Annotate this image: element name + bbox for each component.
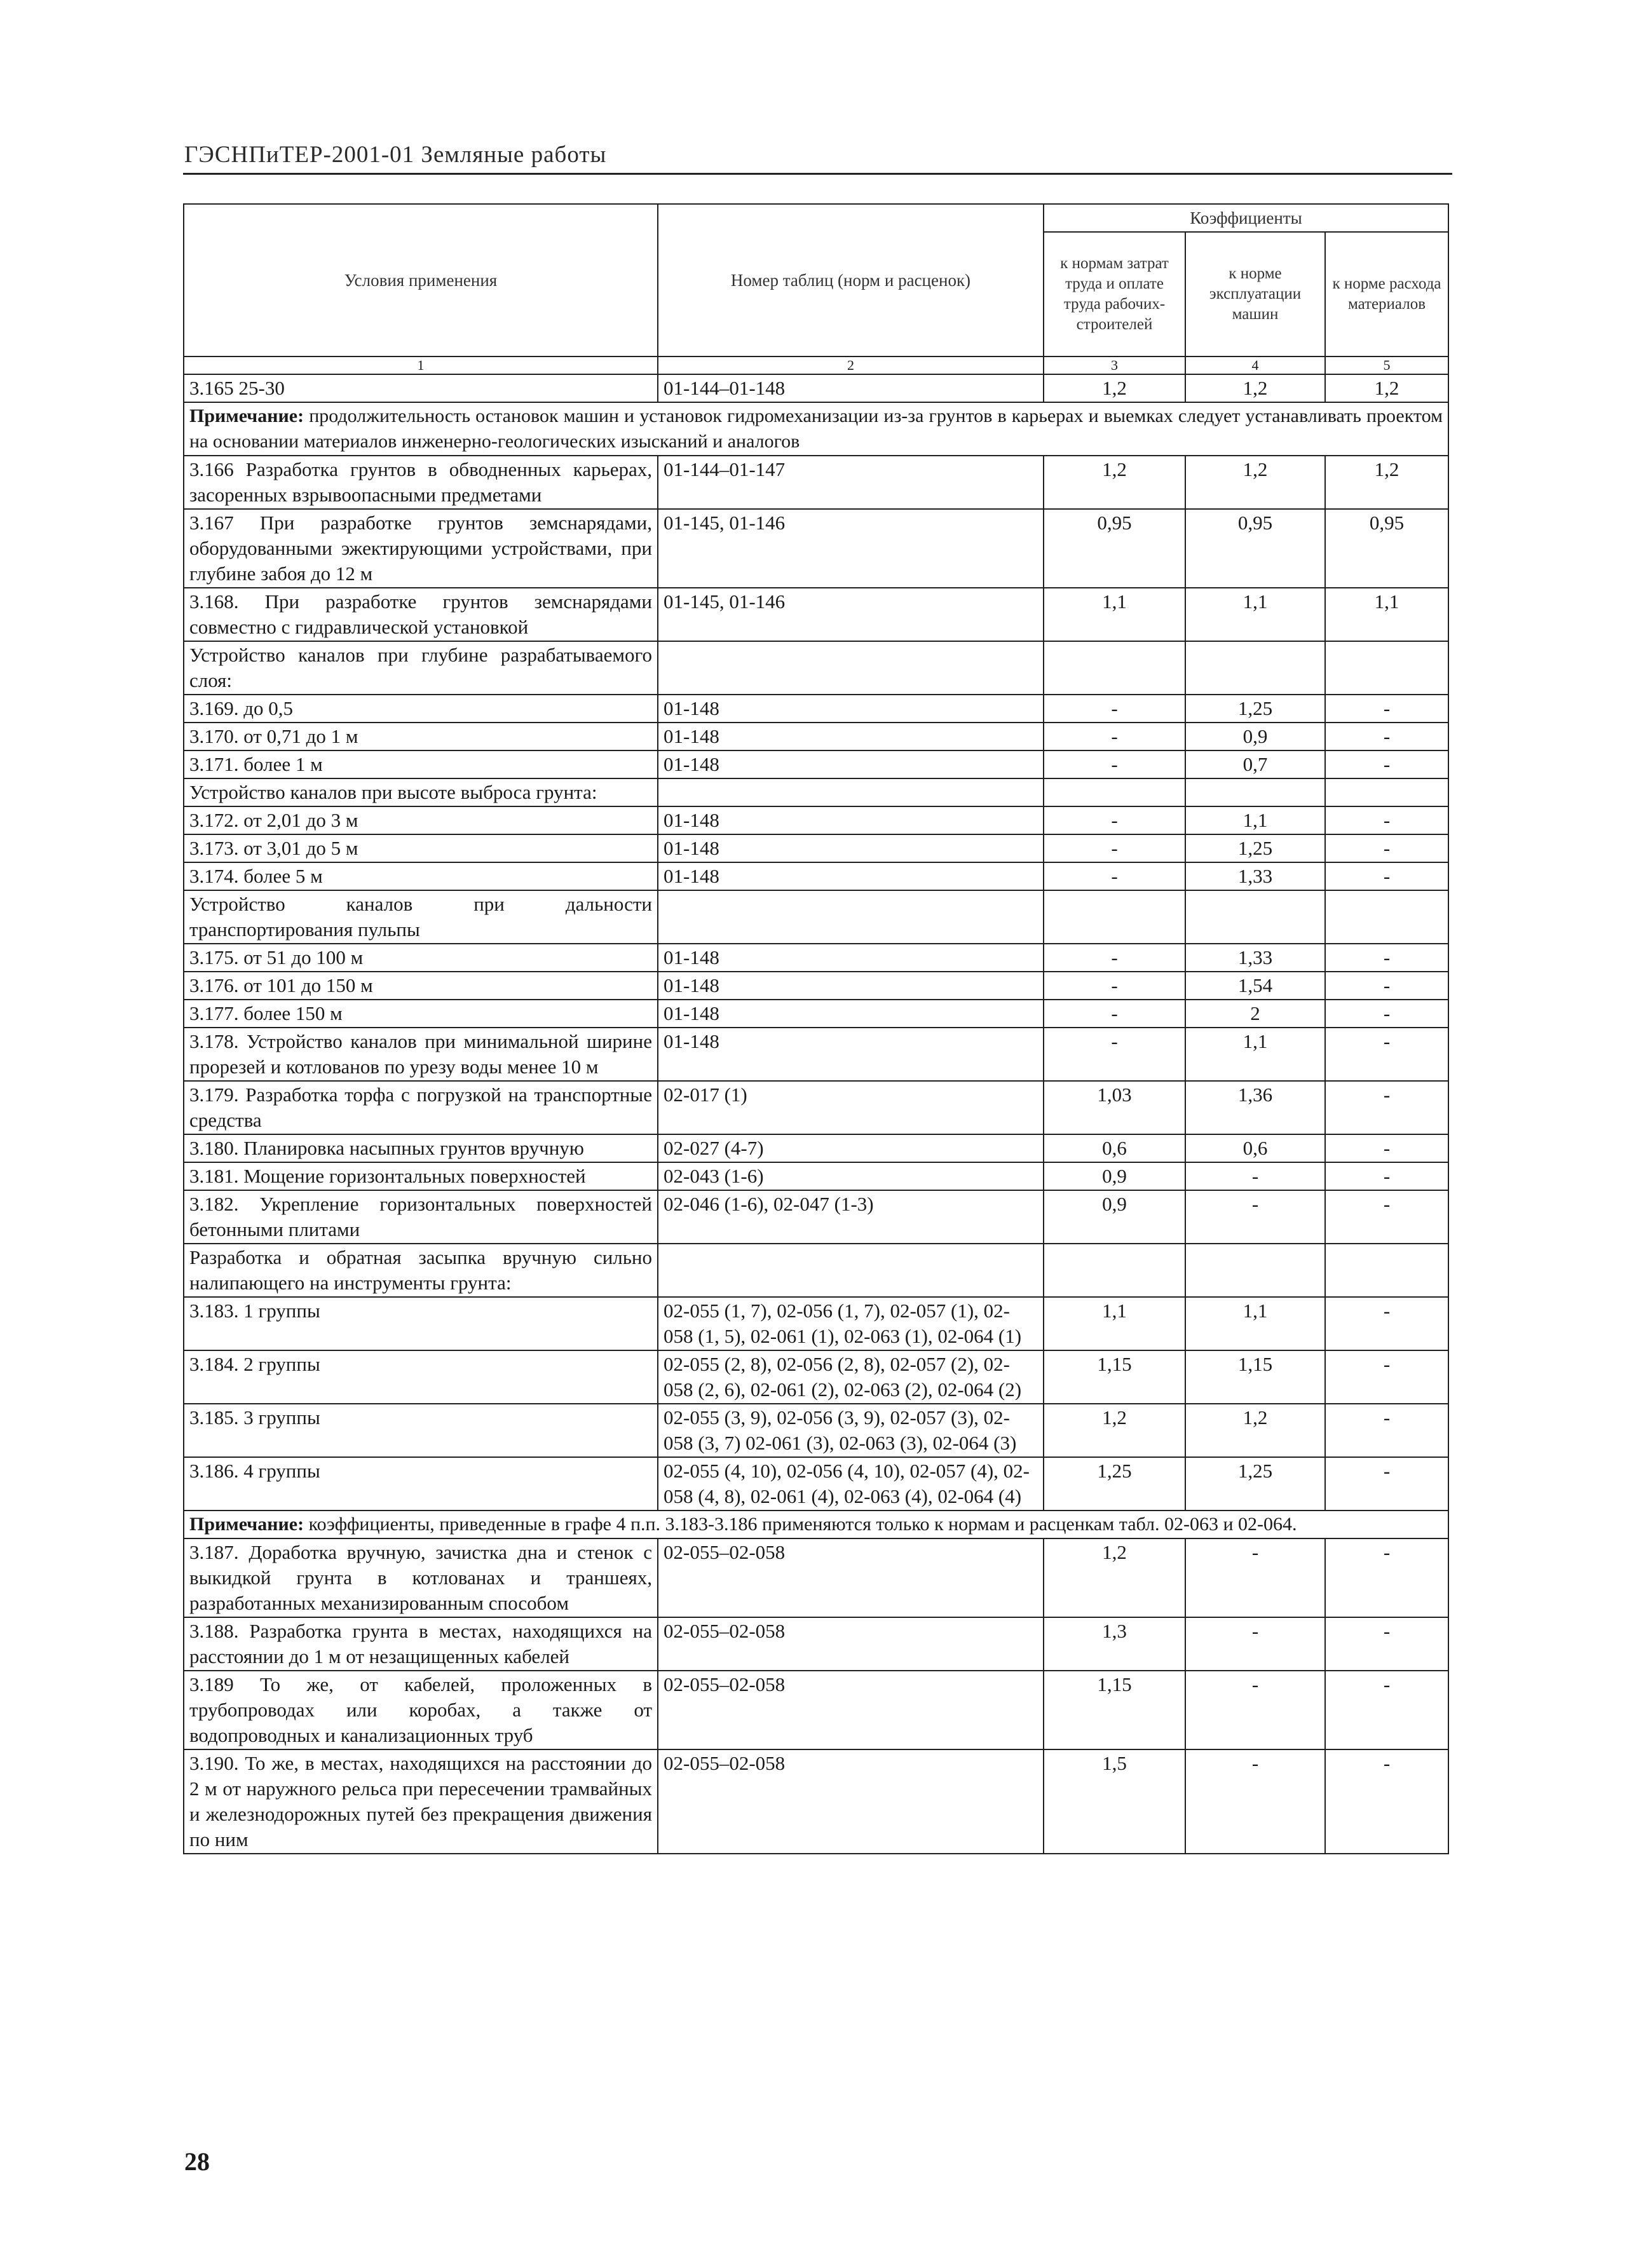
- table-number-cell: 02-055 (1, 7), 02-056 (1, 7), 02-057 (1), 02-058 (1, 5), 02-061 (1), 02-063 (1), 02-064 (1): [658, 1297, 1044, 1350]
- coef-machines-cell: -: [1185, 1190, 1325, 1244]
- coef-machines-cell: -: [1185, 1617, 1325, 1671]
- coef-labor-cell: 1,1: [1044, 588, 1185, 641]
- coef-machines-cell: 1,2: [1185, 374, 1325, 402]
- coef-materials-cell: -: [1325, 806, 1448, 834]
- header-coefficients: Коэффициенты: [1044, 204, 1448, 232]
- coef-machines-cell: 1,1: [1185, 588, 1325, 641]
- coef-machines-cell: -: [1185, 1162, 1325, 1190]
- coef-materials-cell: 1,2: [1325, 456, 1448, 509]
- table-number-cell: 01-148: [658, 1000, 1044, 1028]
- coef-labor-cell: 1,1: [1044, 1297, 1185, 1350]
- table-row: [184, 834, 1448, 862]
- table-row: [184, 806, 1448, 834]
- coef-labor-cell: -: [1044, 834, 1185, 862]
- table-row: [184, 1749, 1448, 1854]
- table-number-cell: 02-046 (1-6), 02-047 (1-3): [658, 1190, 1044, 1244]
- coef-labor-cell: 1,15: [1044, 1350, 1185, 1404]
- coef-machines-cell: 0,9: [1185, 723, 1325, 750]
- coef-materials-cell: -: [1325, 1081, 1448, 1134]
- coef-materials-cell: -: [1325, 1749, 1448, 1854]
- table-row: [184, 1297, 1448, 1350]
- col-number: 5: [1325, 356, 1448, 374]
- coef-materials-cell: -: [1325, 1457, 1448, 1511]
- table-number-cell: 02-055 (4, 10), 02-056 (4, 10), 02-057 (4), 02-058 (4, 8), 02-061 (4), 02-063 (4), 02-064 (4): [658, 1457, 1044, 1511]
- condition-cell: 3.165 25-30: [184, 374, 658, 402]
- coefficients-table: [183, 203, 1449, 1854]
- table-number-cell: 01-148: [658, 750, 1044, 778]
- table-row: [184, 890, 1448, 944]
- coef-labor-cell: -: [1044, 944, 1185, 972]
- coef-materials-cell: -: [1325, 972, 1448, 1000]
- table-header-row: [184, 204, 1448, 232]
- coef-machines-cell: 1,25: [1185, 834, 1325, 862]
- coef-materials-cell: -: [1325, 1028, 1448, 1081]
- note-text: продолжительность остановок машин и установок гидромеханизации из-за грунтов в карьерах и выемках следует устанавливать проектом на основании материалов инженерно-геологических изысканий и аналогов: [189, 405, 1443, 452]
- header-materials: к норме расхода материалов: [1325, 232, 1448, 356]
- note-cell: [184, 402, 1448, 456]
- table-row: [184, 1162, 1448, 1190]
- condition-cell: 3.178. Устройство каналов при минимальной ширине прорезей и котлованов по урезу воды менее 10 м: [184, 1028, 658, 1081]
- table-number-cell: 01-148: [658, 806, 1044, 834]
- coef-labor-cell: 0,9: [1044, 1162, 1185, 1190]
- table-number-cell: 02-055 (2, 8), 02-056 (2, 8), 02-057 (2), 02-058 (2, 6), 02-061 (2), 02-063 (2), 02-064 (2): [658, 1350, 1044, 1404]
- condition-cell: 3.181. Мощение горизонтальных поверхностей: [184, 1162, 658, 1190]
- coef-machines-cell: 1,2: [1185, 456, 1325, 509]
- coef-machines-cell: 1,33: [1185, 862, 1325, 890]
- condition-cell: 3.177. более 150 м: [184, 1000, 658, 1028]
- page-header-title: ГЭСНПиТЕР-2001-01 Земляные работы: [184, 142, 607, 168]
- coef-materials-cell: 1,2: [1325, 374, 1448, 402]
- coef-labor-cell: [1044, 890, 1185, 944]
- condition-cell: 3.174. более 5 м: [184, 862, 658, 890]
- coef-labor-cell: -: [1044, 972, 1185, 1000]
- table-row: [184, 972, 1448, 1000]
- table-number-cell: 01-148: [658, 834, 1044, 862]
- coef-machines-cell: 1,1: [1185, 1297, 1325, 1350]
- col-number: 4: [1185, 356, 1325, 374]
- coef-labor-cell: 1,3: [1044, 1617, 1185, 1671]
- coef-materials-cell: -: [1325, 1671, 1448, 1749]
- table-number-cell: 02-043 (1-6): [658, 1162, 1044, 1190]
- coef-labor-cell: -: [1044, 723, 1185, 750]
- coef-labor-cell: 0,6: [1044, 1134, 1185, 1162]
- condition-cell: 3.184. 2 группы: [184, 1350, 658, 1404]
- coef-labor-cell: -: [1044, 862, 1185, 890]
- coef-labor-cell: -: [1044, 695, 1185, 723]
- col-number: 1: [184, 356, 658, 374]
- coef-materials-cell: -: [1325, 1190, 1448, 1244]
- coef-materials-cell: 0,95: [1325, 509, 1448, 588]
- table-number-cell: 02-027 (4-7): [658, 1134, 1044, 1162]
- col-number: 3: [1044, 356, 1185, 374]
- table-row: [184, 944, 1448, 972]
- coef-machines-cell: 1,54: [1185, 972, 1325, 1000]
- coef-materials-cell: -: [1325, 1162, 1448, 1190]
- table-row: [184, 1404, 1448, 1457]
- table-row: [184, 1081, 1448, 1134]
- coef-labor-cell: -: [1044, 1028, 1185, 1081]
- table-row: [184, 374, 1448, 402]
- table-number-cell: 01-148: [658, 862, 1044, 890]
- table-number-cell: 01-145, 01-146: [658, 509, 1044, 588]
- header-divider: [183, 173, 1452, 175]
- table-number-cell: 02-055–02-058: [658, 1671, 1044, 1749]
- condition-cell: 3.182. Укрепление горизонтальных поверхностей бетонными плитами: [184, 1190, 658, 1244]
- coef-machines-cell: [1185, 1244, 1325, 1297]
- coef-machines-cell: 0,7: [1185, 750, 1325, 778]
- note-label: Примечание:: [189, 1514, 304, 1535]
- coef-labor-cell: 0,9: [1044, 1190, 1185, 1244]
- table-row: [184, 1617, 1448, 1671]
- coef-labor-cell: [1044, 641, 1185, 695]
- coef-labor-cell: [1044, 1244, 1185, 1297]
- condition-cell: 3.189 То же, от кабелей, проложенных в трубопроводах или коробах, а также от водопроводных и канализационных труб: [184, 1671, 658, 1749]
- condition-cell: Устройство каналов при высоте выброса грунта:: [184, 778, 658, 806]
- table-number-cell: [658, 778, 1044, 806]
- header-machines: к норме эксплуатации машин: [1185, 232, 1325, 356]
- coef-materials-cell: 1,1: [1325, 588, 1448, 641]
- table-number-cell: 01-144–01-147: [658, 456, 1044, 509]
- coef-labor-cell: -: [1044, 806, 1185, 834]
- condition-cell: 3.171. более 1 м: [184, 750, 658, 778]
- table-row: [184, 1028, 1448, 1081]
- coef-machines-cell: 1,1: [1185, 1028, 1325, 1081]
- coef-machines-cell: 1,15: [1185, 1350, 1325, 1404]
- table-note-row: [184, 1511, 1448, 1538]
- coef-machines-cell: 1,33: [1185, 944, 1325, 972]
- coef-machines-cell: -: [1185, 1671, 1325, 1749]
- coef-machines-cell: 1,36: [1185, 1081, 1325, 1134]
- table-row: [184, 456, 1448, 509]
- table-number-cell: [658, 890, 1044, 944]
- table-row: [184, 588, 1448, 641]
- column-number-row: [184, 356, 1448, 374]
- table-number-cell: 02-055–02-058: [658, 1749, 1044, 1854]
- condition-cell: 3.167 При разработке грунтов земснарядами, оборудованными эжектирующими устройствами, при глубине забоя до 12 м: [184, 509, 658, 588]
- table-row: [184, 750, 1448, 778]
- table-row: [184, 695, 1448, 723]
- coef-materials-cell: [1325, 641, 1448, 695]
- coef-labor-cell: 1,2: [1044, 1404, 1185, 1457]
- coef-machines-cell: [1185, 778, 1325, 806]
- table-number-cell: 01-144–01-148: [658, 374, 1044, 402]
- condition-cell: 3.169. до 0,5: [184, 695, 658, 723]
- note-text: коэффициенты, приведенные в графе 4 п.п. 3.183-3.186 применяются только к нормам и расценкам табл. 02-063 и 02-064.: [308, 1514, 1297, 1535]
- table-row: [184, 778, 1448, 806]
- page-number: 28: [184, 2147, 210, 2176]
- coef-labor-cell: 0,95: [1044, 509, 1185, 588]
- coef-machines-cell: 1,25: [1185, 695, 1325, 723]
- coef-materials-cell: -: [1325, 1350, 1448, 1404]
- note-label: Примечание:: [189, 405, 304, 426]
- coef-materials-cell: -: [1325, 1134, 1448, 1162]
- coef-labor-cell: 1,15: [1044, 1671, 1185, 1749]
- table-note-row: [184, 402, 1448, 456]
- table-row: [184, 1350, 1448, 1404]
- header-conditions: Условия применения: [184, 204, 658, 356]
- condition-cell: 3.168. При разработке грунтов земснарядами совместно с гидравлической установкой: [184, 588, 658, 641]
- condition-cell: 3.176. от 101 до 150 м: [184, 972, 658, 1000]
- coef-materials-cell: -: [1325, 695, 1448, 723]
- coef-materials-cell: -: [1325, 1000, 1448, 1028]
- note-cell: [184, 1511, 1448, 1538]
- table-number-cell: 01-145, 01-146: [658, 588, 1044, 641]
- coef-materials-cell: [1325, 1244, 1448, 1297]
- condition-cell: 3.172. от 2,01 до 3 м: [184, 806, 658, 834]
- coef-materials-cell: -: [1325, 834, 1448, 862]
- coef-machines-cell: -: [1185, 1749, 1325, 1854]
- coef-labor-cell: 1,25: [1044, 1457, 1185, 1511]
- condition-cell: 3.185. 3 группы: [184, 1404, 658, 1457]
- condition-cell: Устройство каналов при дальности транспортирования пульпы: [184, 890, 658, 944]
- coef-labor-cell: 1,2: [1044, 1538, 1185, 1617]
- coef-labor-cell: 1,5: [1044, 1749, 1185, 1854]
- table-row: [184, 509, 1448, 588]
- coef-materials-cell: [1325, 890, 1448, 944]
- coef-labor-cell: 1,2: [1044, 374, 1185, 402]
- coef-machines-cell: 2: [1185, 1000, 1325, 1028]
- coef-labor-cell: -: [1044, 1000, 1185, 1028]
- coef-materials-cell: [1325, 778, 1448, 806]
- coef-materials-cell: -: [1325, 862, 1448, 890]
- table-number-cell: 01-148: [658, 723, 1044, 750]
- coef-machines-cell: 1,1: [1185, 806, 1325, 834]
- condition-cell: Устройство каналов при глубине разрабатываемого слоя:: [184, 641, 658, 695]
- table-number-cell: 01-148: [658, 1028, 1044, 1081]
- condition-cell: 3.188. Разработка грунта в местах, находящихся на расстоянии до 1 м от незащищенных кабелей: [184, 1617, 658, 1671]
- header-labor: к нормам затрат труда и оплате труда рабочих-строителей: [1044, 232, 1185, 356]
- table-row: [184, 862, 1448, 890]
- coef-materials-cell: -: [1325, 723, 1448, 750]
- condition-cell: 3.170. от 0,71 до 1 м: [184, 723, 658, 750]
- col-number: 2: [658, 356, 1044, 374]
- coef-materials-cell: -: [1325, 944, 1448, 972]
- coef-materials-cell: -: [1325, 750, 1448, 778]
- coef-materials-cell: -: [1325, 1538, 1448, 1617]
- table-number-cell: [658, 641, 1044, 695]
- condition-cell: 3.187. Доработка вручную, зачистка дна и стенок с выкидкой грунта в котлованах и траншеях, разработанных механизированным способом: [184, 1538, 658, 1617]
- table-number-cell: 02-055–02-058: [658, 1617, 1044, 1671]
- table-row: [184, 641, 1448, 695]
- table-number-cell: 01-148: [658, 972, 1044, 1000]
- coef-materials-cell: -: [1325, 1297, 1448, 1350]
- condition-cell: 3.180. Планировка насыпных грунтов вручную: [184, 1134, 658, 1162]
- table-row: [184, 723, 1448, 750]
- table-row: [184, 1244, 1448, 1297]
- header-table-number: Номер таблиц (норм и расценок): [658, 204, 1044, 356]
- table-row: [184, 1671, 1448, 1749]
- condition-cell: 3.190. То же, в местах, находящихся на расстоянии до 2 м от наружного рельса при пересечении трамвайных и железнодорожных путей без прекращения движения по ним: [184, 1749, 658, 1854]
- coef-machines-cell: 0,95: [1185, 509, 1325, 588]
- table-number-cell: 02-055–02-058: [658, 1538, 1044, 1617]
- coef-machines-cell: 1,2: [1185, 1404, 1325, 1457]
- coef-labor-cell: 1,2: [1044, 456, 1185, 509]
- coef-machines-cell: [1185, 890, 1325, 944]
- table-number-cell: 01-148: [658, 944, 1044, 972]
- coef-labor-cell: 1,03: [1044, 1081, 1185, 1134]
- coef-materials-cell: -: [1325, 1404, 1448, 1457]
- table-row: [184, 1457, 1448, 1511]
- condition-cell: 3.186. 4 группы: [184, 1457, 658, 1511]
- coef-machines-cell: [1185, 641, 1325, 695]
- condition-cell: 3.175. от 51 до 100 м: [184, 944, 658, 972]
- table-row: [184, 1190, 1448, 1244]
- condition-cell: Разработка и обратная засыпка вручную сильно налипающего на инструменты грунта:: [184, 1244, 658, 1297]
- coef-labor-cell: [1044, 778, 1185, 806]
- coef-machines-cell: 0,6: [1185, 1134, 1325, 1162]
- coef-labor-cell: -: [1044, 750, 1185, 778]
- table-row: [184, 1538, 1448, 1617]
- table-number-cell: 02-055 (3, 9), 02-056 (3, 9), 02-057 (3), 02-058 (3, 7) 02-061 (3), 02-063 (3), 02-064 (3): [658, 1404, 1044, 1457]
- condition-cell: 3.173. от 3,01 до 5 м: [184, 834, 658, 862]
- table-row: [184, 1000, 1448, 1028]
- coef-machines-cell: 1,25: [1185, 1457, 1325, 1511]
- table-row: [184, 1134, 1448, 1162]
- coef-machines-cell: -: [1185, 1538, 1325, 1617]
- table-number-cell: [658, 1244, 1044, 1297]
- coef-materials-cell: -: [1325, 1617, 1448, 1671]
- condition-cell: 3.166 Разработка грунтов в обводненных карьерах, засоренных взрывоопасными предметами: [184, 456, 658, 509]
- condition-cell: 3.183. 1 группы: [184, 1297, 658, 1350]
- condition-cell: 3.179. Разработка торфа с погрузкой на транспортные средства: [184, 1081, 658, 1134]
- table-number-cell: 02-017 (1): [658, 1081, 1044, 1134]
- table-number-cell: 01-148: [658, 695, 1044, 723]
